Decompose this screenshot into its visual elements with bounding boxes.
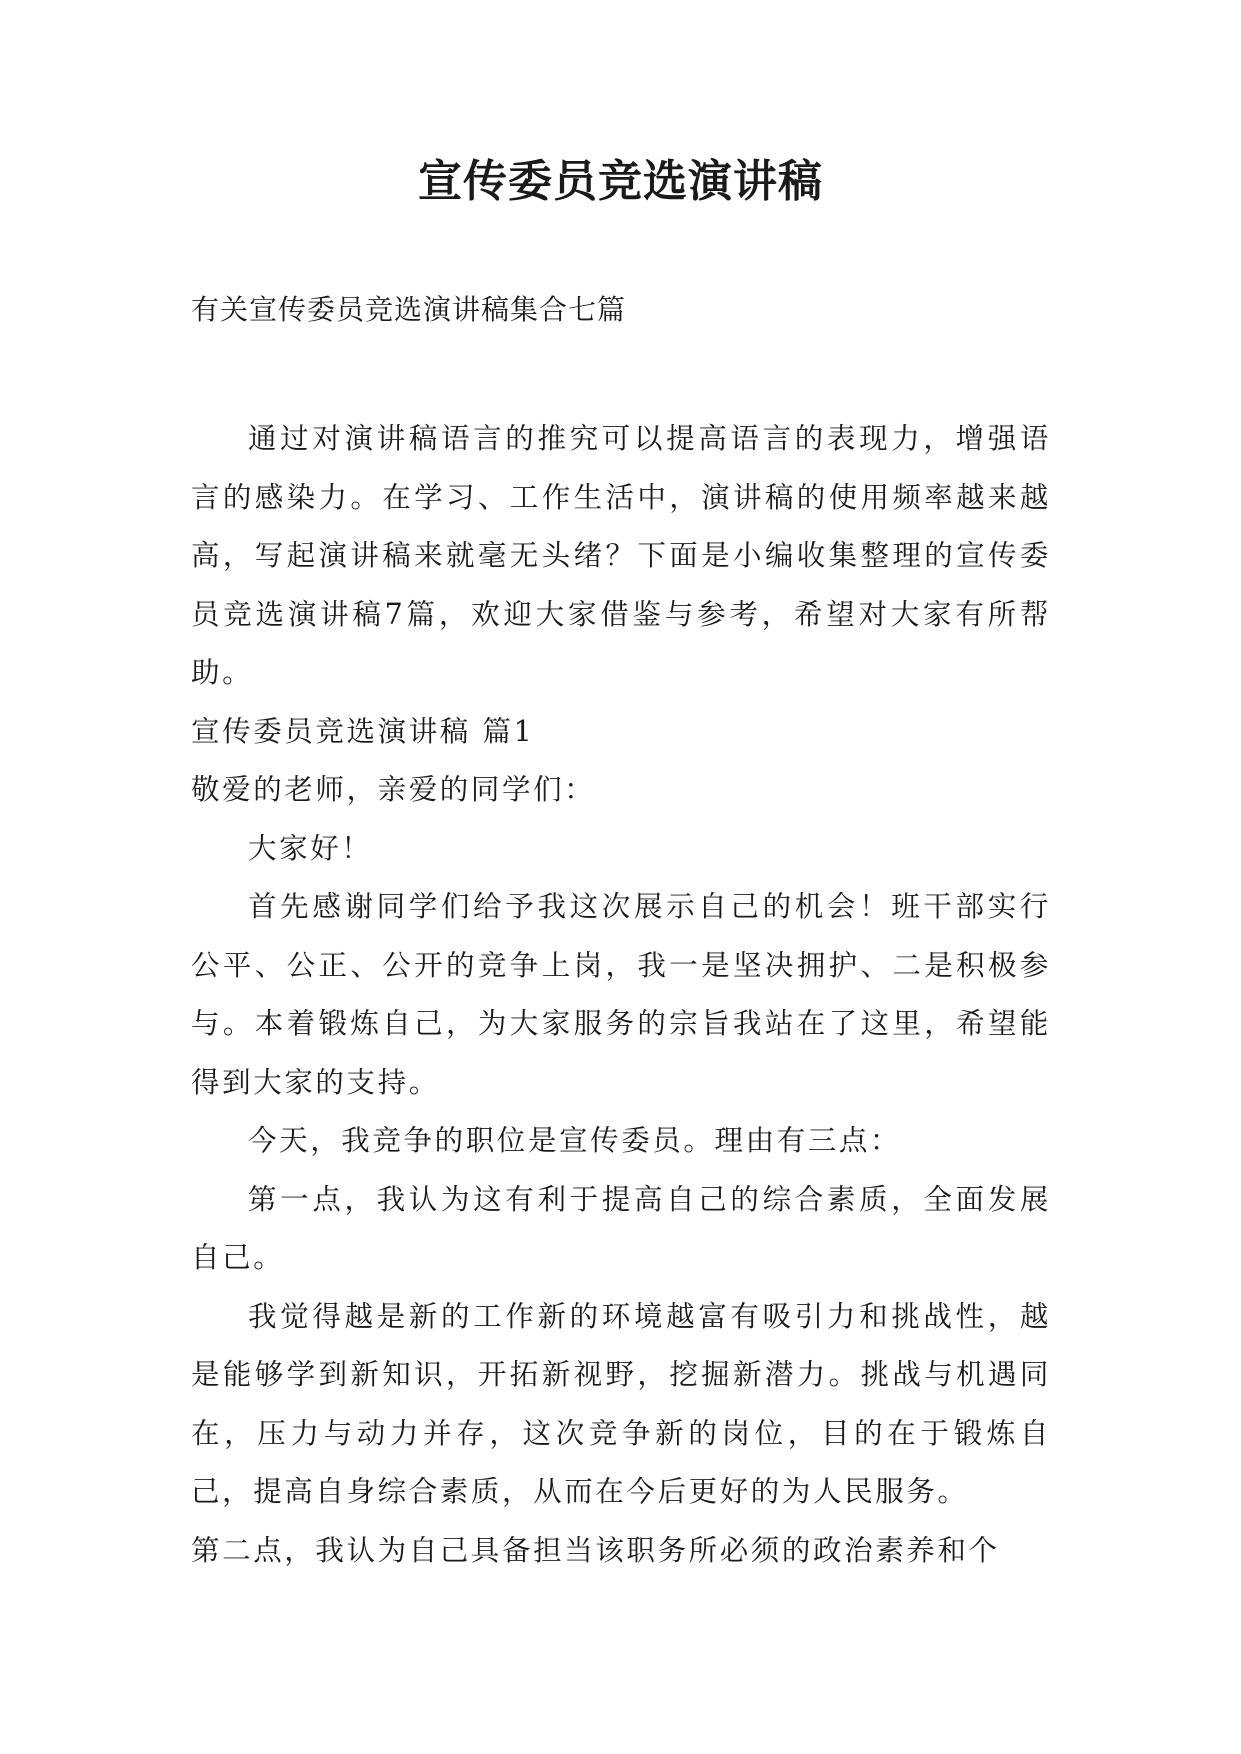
body-paragraph: 第一点，我认为这有利于提高自己的综合素质，全面发展自己。 (191, 1182, 1051, 1274)
body-paragraph: 我觉得越是新的工作新的环境越富有吸引力和挑战性，越是能够学到新知识，开拓新视野，挖掘新潜力。挑战与机遇同在，压力与动力并存，这次竞争新的岗位，目的在于锻炼自己，提高自身综合素质，从而在今后更好的为人民服务。 (191, 1299, 1051, 1508)
section-heading: 宣传委员竞选演讲稿 篇1 (191, 714, 535, 748)
intro-paragraph: 通过对演讲稿语言的推究可以提高语言的表现力，增强语言的感染力。在学习、工作生活中，演讲稿的使用频率越来越高，写起演讲稿来就毫无头绪？下面是小编收集整理的宣传委员竞选演讲稿7篇，欢迎大家借鉴与参考，希望对大家有所帮助。 (191, 422, 1051, 689)
greeting: 大家好！ (248, 831, 373, 865)
body-paragraph: 首先感谢同学们给予我这次展示自己的机会！班干部实行公平、公正、公开的竞争上岗，我一是坚决拥护、二是积极参与。本着锻炼自己，为大家服务的宗旨我站在了这里，希望能得到大家的支持。 (191, 890, 1051, 1099)
body-paragraph: 今天，我竞争的职位是宣传委员。理由有三点： (248, 1124, 902, 1157)
document-subtitle: 有关宣传委员竞选演讲稿集合七篇 (191, 293, 627, 326)
body-paragraph: 第二点，我认为自己具备担当该职务所必须的政治素养和个 (191, 1533, 1000, 1567)
document-body (191, 410, 1051, 1580)
salutation: 敬爱的老师，亲爱的同学们： (191, 773, 596, 806)
document-title: 宣传委员竞选演讲稿 (418, 156, 823, 207)
